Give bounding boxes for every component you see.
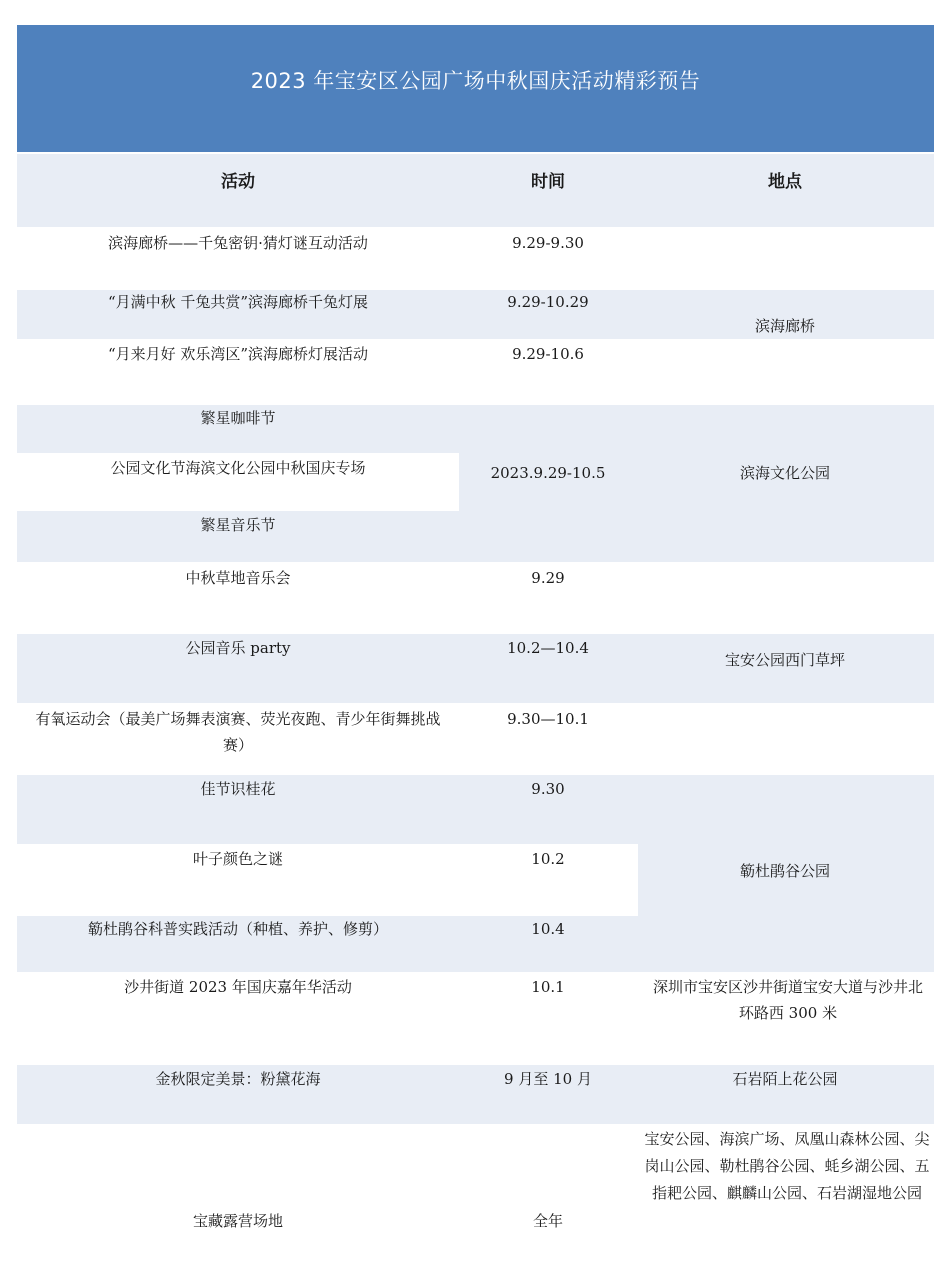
time-cell: 9 月至 10 月 [504,1070,592,1088]
place-cell: 滨海文化公园 [739,464,830,482]
header-activity: 活动 [221,172,255,192]
activity-cell: 金秋限定美景：粉黛花海 [155,1070,321,1088]
activity-cell: 公园音乐 party [185,639,291,657]
time-cell: 9.29-10.29 [507,293,589,311]
activity-cell: 叶子颜色之谜 [192,850,283,868]
activity-cell: 中秋草地音乐会 [185,569,291,587]
place-cell: 簕杜鹃谷公园 [739,862,830,880]
activity-cell: 佳节识桂花 [200,780,276,798]
time-cell: 全年 [532,1212,563,1230]
time-cell: 10.2—10.4 [507,639,589,657]
place-cell: 深圳市宝安区沙井街道宝安大道与沙井北环路西 300 米 [652,978,923,1022]
time-cell: 10.2 [531,850,565,868]
activity-cell: 滨海廊桥——千兔密钥·猜灯谜互动活动 [108,234,368,252]
activity-cell: 公园文化节海滨文化公园中秋国庆专场 [110,459,366,477]
header-time: 时间 [531,172,565,192]
activity-cell: 繁星咖啡节 [200,409,276,427]
time-cell: 9.29-10.6 [512,345,584,363]
place-cell: 石岩陌上花公园 [732,1070,838,1088]
time-cell: 9.30 [531,780,565,798]
header-place: 地点 [768,172,802,192]
place-cell: 宝安公园西门草坪 [724,651,845,669]
place-cell: 宝安公园、海滨广场、凤凰山森林公园、尖岗山公园、勒杜鹃谷公园、蚝乡湖公园、五指耙公园、麒麟山公园、石岩湖湿地公园 [644,1130,930,1202]
activity-cell: 沙井街道 2023 年国庆嘉年华活动 [124,978,352,996]
activity-cell: 有氧运动会（最美广场舞表演赛、荧光夜跑、青少年街舞挑战赛） [35,710,441,754]
time-cell: 9.29 [531,569,565,587]
activity-cell: 簕杜鹃谷科普实践活动（种植、养护、修剪） [87,920,388,938]
time-cell: 2023.9.29-10.5 [490,464,606,482]
activity-cell: “月来月好 欢乐湾区”滨海廊桥灯展活动 [107,345,369,363]
activity-cell: “月满中秋 千兔共赏”滨海廊桥千兔灯展 [107,293,369,311]
activity-cell: 宝藏露营场地 [192,1212,283,1230]
time-cell: 9.29-9.30 [512,234,584,252]
time-cell: 9.30—10.1 [507,710,589,728]
place-cell: 滨海廊桥 [754,317,815,335]
table-title-bar [17,25,934,152]
activity-cell: 繁星音乐节 [200,516,276,534]
time-cell: 10.4 [531,920,565,938]
page-title: 2023 年宝安区公园广场中秋国庆活动精彩预告 [250,69,701,93]
time-cell: 10.1 [531,978,565,996]
